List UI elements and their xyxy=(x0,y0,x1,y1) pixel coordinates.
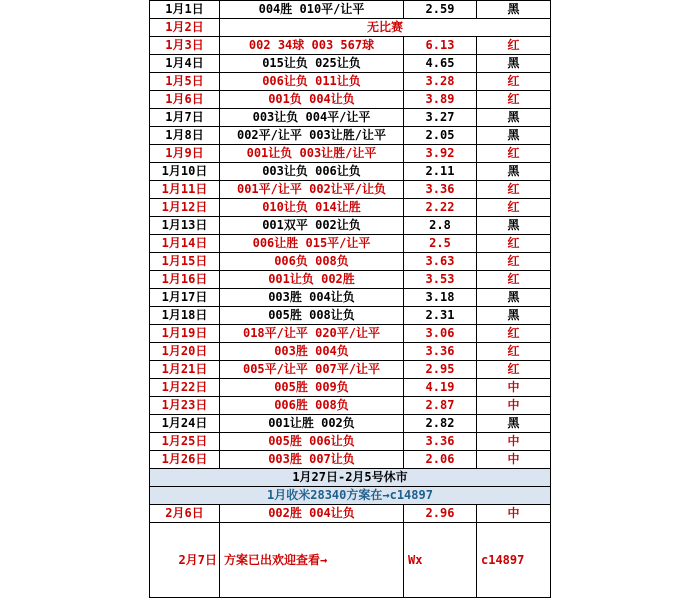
pick-cell: 001平/让平 002让平/让负 xyxy=(220,181,404,199)
wx-code-cell: c14897 xyxy=(477,523,551,598)
table-row xyxy=(150,433,551,451)
result-cell: 黑 xyxy=(477,127,551,145)
table-row xyxy=(150,19,551,37)
odds-cell: 2.11 xyxy=(404,163,477,181)
result-cell: 中 xyxy=(477,505,551,523)
pick-cell: 004胜 010平/让平 xyxy=(220,1,404,19)
table-row xyxy=(150,109,551,127)
odds-cell: 3.36 xyxy=(404,181,477,199)
result-cell: 黑 xyxy=(477,55,551,73)
plan-message-cell: 方案已出欢迎查看→ xyxy=(220,523,404,598)
odds-cell: 2.05 xyxy=(404,127,477,145)
table-row xyxy=(150,181,551,199)
no-match-cell: 无比赛 xyxy=(220,19,551,37)
table-row xyxy=(150,55,551,73)
odds-cell: 6.13 xyxy=(404,37,477,55)
table-row xyxy=(150,253,551,271)
date-cell: 1月15日 xyxy=(150,253,220,271)
footer-block xyxy=(150,469,551,598)
pick-cell: 002 34球 003 567球 xyxy=(220,37,404,55)
pick-cell: 003让负 006让负 xyxy=(220,163,404,181)
result-cell: 红 xyxy=(477,181,551,199)
pick-cell: 006负 008负 xyxy=(220,253,404,271)
pick-cell: 010让负 014让胜 xyxy=(220,199,404,217)
odds-cell: 2.8 xyxy=(404,217,477,235)
table-row xyxy=(150,163,551,181)
date-cell: 1月6日 xyxy=(150,91,220,109)
odds-cell: 2.06 xyxy=(404,451,477,469)
odds-cell: 3.36 xyxy=(404,433,477,451)
date-cell: 1月4日 xyxy=(150,55,220,73)
result-cell: 中 xyxy=(477,451,551,469)
odds-cell: 3.53 xyxy=(404,271,477,289)
table-row xyxy=(150,271,551,289)
table-row xyxy=(150,235,551,253)
result-cell: 红 xyxy=(477,361,551,379)
date-cell: 1月12日 xyxy=(150,199,220,217)
date-cell: 1月26日 xyxy=(150,451,220,469)
pick-cell: 015让负 025让负 xyxy=(220,55,404,73)
date-cell: 1月9日 xyxy=(150,145,220,163)
odds-cell: 3.18 xyxy=(404,289,477,307)
table-row xyxy=(150,127,551,145)
result-cell: 黑 xyxy=(477,1,551,19)
pick-cell: 005胜 006让负 xyxy=(220,433,404,451)
date-cell: 1月25日 xyxy=(150,433,220,451)
result-cell: 黑 xyxy=(477,289,551,307)
result-cell: 中 xyxy=(477,379,551,397)
result-cell: 红 xyxy=(477,199,551,217)
result-cell: 红 xyxy=(477,37,551,55)
date-cell: 1月13日 xyxy=(150,217,220,235)
pick-cell: 006让负 011让负 xyxy=(220,73,404,91)
date-cell: 1月11日 xyxy=(150,181,220,199)
market-break-banner: 1月27日-2月5号休市 xyxy=(150,469,551,487)
table-row xyxy=(150,145,551,163)
result-cell: 红 xyxy=(477,325,551,343)
pick-cell: 001让负 002胜 xyxy=(220,271,404,289)
table-row xyxy=(150,361,551,379)
pick-cell: 006让胜 015平/让平 xyxy=(220,235,404,253)
result-cell: 黑 xyxy=(477,307,551,325)
result-cell: 红 xyxy=(477,271,551,289)
odds-cell: 3.06 xyxy=(404,325,477,343)
income-banner: 1月收米28340方案在→c14897 xyxy=(150,487,551,505)
result-cell: 中 xyxy=(477,433,551,451)
table-row xyxy=(150,307,551,325)
table-row xyxy=(150,289,551,307)
odds-cell: 2.82 xyxy=(404,415,477,433)
date-cell: 1月24日 xyxy=(150,415,220,433)
odds-cell: 2.95 xyxy=(404,361,477,379)
odds-cell: 4.65 xyxy=(404,55,477,73)
odds-cell: 2.22 xyxy=(404,199,477,217)
result-cell: 红 xyxy=(477,235,551,253)
odds-cell: 3.28 xyxy=(404,73,477,91)
result-cell: 中 xyxy=(477,397,551,415)
table-row xyxy=(150,1,551,19)
date-cell: 1月18日 xyxy=(150,307,220,325)
pick-cell: 002平/让平 003让胜/让平 xyxy=(220,127,404,145)
date-cell: 1月21日 xyxy=(150,361,220,379)
table-row-feb6 xyxy=(150,505,551,523)
table-row xyxy=(150,217,551,235)
break-banner-row xyxy=(150,469,551,487)
table-row xyxy=(150,73,551,91)
date-cell: 1月10日 xyxy=(150,163,220,181)
results-table-body xyxy=(150,1,551,469)
date-cell: 1月23日 xyxy=(150,397,220,415)
odds-cell: 3.36 xyxy=(404,343,477,361)
pick-cell: 006胜 008负 xyxy=(220,397,404,415)
pick-cell: 003胜 004负 xyxy=(220,343,404,361)
pick-cell: 005胜 009负 xyxy=(220,379,404,397)
date-cell: 1月22日 xyxy=(150,379,220,397)
odds-cell: 3.27 xyxy=(404,109,477,127)
pick-cell: 002胜 004让负 xyxy=(220,505,404,523)
income-banner-row xyxy=(150,487,551,505)
table-row xyxy=(150,397,551,415)
pick-cell: 005胜 008让负 xyxy=(220,307,404,325)
table-row xyxy=(150,325,551,343)
date-cell: 1月3日 xyxy=(150,37,220,55)
date-cell: 1月16日 xyxy=(150,271,220,289)
odds-cell: 2.87 xyxy=(404,397,477,415)
result-cell: 黑 xyxy=(477,109,551,127)
odds-cell: 3.63 xyxy=(404,253,477,271)
date-cell: 1月8日 xyxy=(150,127,220,145)
odds-cell: 2.59 xyxy=(404,1,477,19)
pick-cell: 018平/让平 020平/让平 xyxy=(220,325,404,343)
pick-cell: 001双平 002让负 xyxy=(220,217,404,235)
date-cell: 1月1日 xyxy=(150,1,220,19)
wx-label-cell: Wx xyxy=(404,523,477,598)
pick-cell: 003胜 004让负 xyxy=(220,289,404,307)
odds-cell: 3.89 xyxy=(404,91,477,109)
result-cell: 红 xyxy=(477,73,551,91)
table-row xyxy=(150,343,551,361)
result-cell: 红 xyxy=(477,145,551,163)
results-table xyxy=(149,0,551,598)
result-cell: 红 xyxy=(477,343,551,361)
result-cell: 红 xyxy=(477,91,551,109)
pick-cell: 001让负 003让胜/让平 xyxy=(220,145,404,163)
table-row xyxy=(150,451,551,469)
pick-cell: 005平/让平 007平/让平 xyxy=(220,361,404,379)
odds-cell: 3.92 xyxy=(404,145,477,163)
odds-cell: 2.96 xyxy=(404,505,477,523)
table-row xyxy=(150,199,551,217)
pick-cell: 003让负 004平/让平 xyxy=(220,109,404,127)
odds-cell: 2.5 xyxy=(404,235,477,253)
table-row xyxy=(150,37,551,55)
result-cell: 红 xyxy=(477,253,551,271)
date-cell: 1月19日 xyxy=(150,325,220,343)
result-cell: 黑 xyxy=(477,163,551,181)
result-cell: 黑 xyxy=(477,415,551,433)
table-row-feb7 xyxy=(150,523,551,598)
table-row xyxy=(150,415,551,433)
odds-cell: 2.31 xyxy=(404,307,477,325)
date-cell: 1月20日 xyxy=(150,343,220,361)
result-cell: 黑 xyxy=(477,217,551,235)
date-cell: 2月7日 xyxy=(150,523,220,598)
pick-cell: 001负 004让负 xyxy=(220,91,404,109)
table-row xyxy=(150,379,551,397)
date-cell: 2月6日 xyxy=(150,505,220,523)
pick-cell: 003胜 007让负 xyxy=(220,451,404,469)
date-cell: 1月5日 xyxy=(150,73,220,91)
date-cell: 1月2日 xyxy=(150,19,220,37)
date-cell: 1月7日 xyxy=(150,109,220,127)
date-cell: 1月17日 xyxy=(150,289,220,307)
pick-cell: 001让胜 002负 xyxy=(220,415,404,433)
table-row xyxy=(150,91,551,109)
odds-cell: 4.19 xyxy=(404,379,477,397)
date-cell: 1月14日 xyxy=(150,235,220,253)
